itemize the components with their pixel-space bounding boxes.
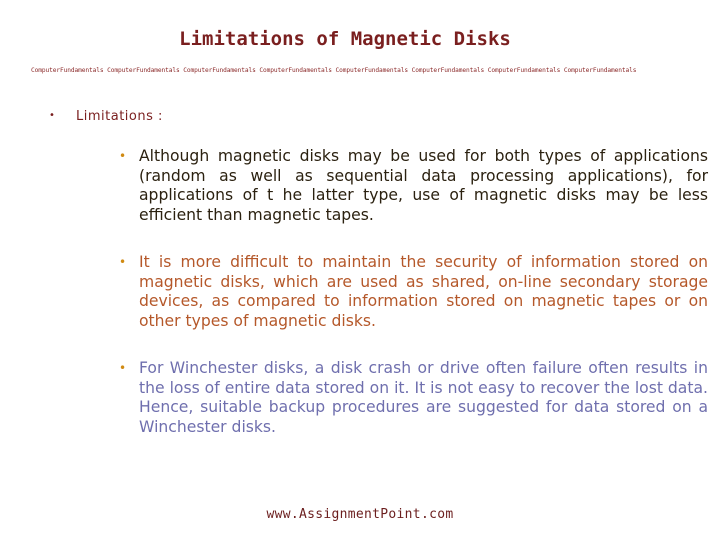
list-item-text: Although magnetic disks may be used for both types of applications (random as well as sequential data processing applications), for applications of t he latter type, use of magnetic disks may be less efficient than magnetic tapes.: [139, 147, 708, 224]
limitations-list: [116, 147, 708, 437]
bullet-dot-icon: •: [119, 361, 127, 375]
header-banner-text: ComputerFundamentals ComputerFundamentals ComputerFundamentals ComputerFundamentals ComputerFundamentals ComputerFundamentals ComputerFundamentals ComputerFundamentals: [31, 67, 637, 74]
list-item: [116, 147, 708, 225]
section-label: Limitations :: [76, 109, 163, 124]
bullet-dot-icon: •: [119, 149, 127, 163]
list-item: [116, 359, 708, 437]
list-item-text: It is more difficult to maintain the security of information stored on magnetic disks, which are used as shared, on-line secondary storage devices, as compared to information stored on magnetic tapes or on other types of magnetic disks.: [139, 253, 708, 330]
list-item: [116, 253, 708, 331]
list-item-text: For Winchester disks, a disk crash or drive often failure often results in the loss of entire data stored on it. It is not easy to recover the lost data. Hence, suitable backup procedures are suggested for data stored on a Winchester disks.: [139, 359, 708, 436]
bullet-dot-icon: •: [49, 110, 55, 121]
footer-website: www.AssignmentPoint.com: [266, 507, 454, 522]
bullet-dot-icon: •: [119, 255, 127, 269]
slide-title: Limitations of Magnetic Disks: [179, 28, 511, 50]
